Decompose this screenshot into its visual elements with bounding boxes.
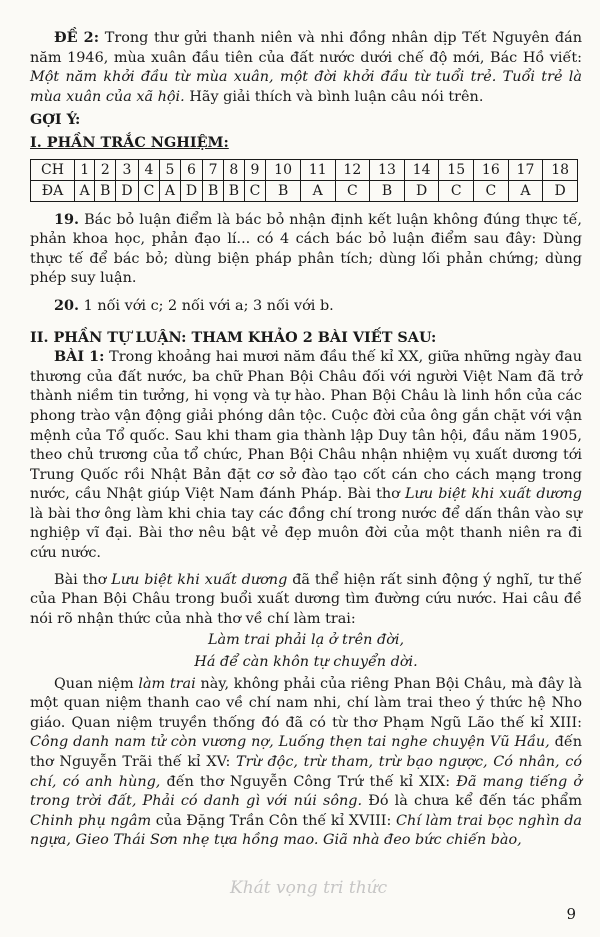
question-number-cell: 14 — [404, 159, 439, 180]
answer-cell: B — [370, 180, 405, 201]
question-number-cell: 13 — [370, 159, 405, 180]
question-number-cell: 17 — [508, 159, 543, 180]
question-number-cell: 16 — [474, 159, 509, 180]
answer-cell: C — [474, 180, 509, 201]
row-label-ch: CH — [31, 159, 75, 180]
question-number-cell: 10 — [266, 159, 301, 180]
answer-cell: B — [223, 180, 244, 201]
de2-label: ĐỀ 2: — [54, 29, 100, 46]
part1-title: I. PHẦN TRẮC NGHIỆM: — [30, 133, 229, 151]
question-20: 20. 1 nối với c; 2 nối với a; 3 nối với b. — [54, 296, 334, 314]
question-number-cell: 5 — [160, 159, 180, 180]
answer-cell: D — [404, 180, 439, 201]
question-number-cell: 8 — [223, 159, 244, 180]
answer-cell: B — [95, 180, 116, 201]
page-number: 9 — [566, 905, 576, 923]
bai1-paragraph: BÀI 1: Trong khoảng hai mươi năm đầu thế kỉ XX, giữa những ngày đau thương của đất nước, ba chữ Phan Bội Châu đối với người Việt Nam đã trở thành niềm tin tưởng, hi vọng và tự hào. Phan Bội Châu là linh hồn của các phong trào vận động giải phóng dân tộc. Cuộc đời của ông gắn chặt với vận mệnh của Tổ quốc. Sau khi tham gia thành lập Duy tân hội, đầu năm 1905, theo chủ trương của tổ chức, Phan Bội Châu nhận nhiệm vụ xuất dương tới Trung Quốc rồi Nhật Bản đặt cơ sở đào tạo cốt cán cho cách mạng trong nước, cầu Nhật giúp Việt Nam đánh Pháp. Bài thơ Lưu biệt khi xuất dương là bài thơ ông làm khi chia tay các đồng chí trong nước để dấn thân vào sự nghiệp vĩ đại. Bài thơ nêu bật vẻ đẹp muôn đời của một thanh niên ra đi cứu nước. — [30, 348, 582, 562]
answer-cell: C — [335, 180, 370, 201]
answer-cell: B — [203, 180, 224, 201]
question-number-cell: 9 — [244, 159, 266, 180]
question-number-cell: 4 — [138, 159, 160, 180]
answer-cell: A — [300, 180, 335, 201]
verse-line-1: Làm trai phải lạ ở trên đời, — [207, 632, 405, 649]
watermark: Khát vọng tri thức — [230, 878, 388, 898]
answer-cell: B — [266, 180, 301, 201]
question-number-cell: 1 — [74, 159, 94, 180]
answer-cell: D — [116, 180, 139, 201]
de2-paragraph: ĐỀ 2: Trong thư gửi thanh niên và nhi đồng nhân dịp Tết Nguyên đán năm 1946, mùa xuân đầu tiên của đất nước dưới chế độ mới, Bác Hồ viết: Một năm khởi đầu từ mùa xuân, một đời khởi đầu từ tuổi trẻ. Tuổi trẻ là mùa xuân của xã hội. Hãy giải thích và bình luận câu nói trên. — [30, 29, 582, 105]
page-content — [30, 28, 582, 851]
question-number-cell: 15 — [439, 159, 474, 180]
answer-table — [30, 159, 578, 202]
answer-cell: C — [439, 180, 474, 201]
answer-cell: A — [74, 180, 94, 201]
question-number-cell: 12 — [335, 159, 370, 180]
row-label-da: ĐA — [31, 180, 75, 201]
question-number-cell: 18 — [543, 159, 578, 180]
question-number-cell: 7 — [203, 159, 224, 180]
question-19: 19. Bác bỏ luận điểm là bác bỏ nhận định kết luận không đúng thực tế, phản khoa học, phản đạo lí... có 4 cách bác bỏ luận điểm sau đây: Dùng thực tế để bác bỏ; dùng biện pháp phân tích; dùng lối phản chứng; dùng phép suy luận. — [30, 210, 582, 287]
question-number-cell: 2 — [95, 159, 116, 180]
answer-cell: D — [180, 180, 203, 201]
answer-cell: A — [160, 180, 180, 201]
verse-line-2: Há để càn khôn tự chuyển dời. — [194, 654, 418, 671]
bai1-label: BÀI 1: — [54, 348, 105, 366]
question-number-cell: 3 — [116, 159, 139, 180]
answer-cell: C — [138, 180, 160, 201]
answer-cell: D — [543, 180, 578, 201]
bac-ho-quote: Một năm khởi đầu từ mùa xuân, một đời khởi đầu từ tuổi trẻ. Tuổi trẻ là mùa xuân của xã hội. — [30, 69, 582, 105]
question-number-cell: 11 — [300, 159, 335, 180]
answer-cell: C — [244, 180, 266, 201]
paragraph-3: Quan niệm làm trai này, không phải của riêng Phan Bội Châu, mà đây là một quan niệm thanh cao về chí nam nhi, chí làm trai theo ý thức hệ Nho giáo. Quan niệm truyền thống đó đã có từ thơ Phạm Ngũ Lão thế kỉ XIII: Công danh nam tử còn vương nợ, Luống thẹn tai nghe chuyện Vũ Hầu, đến thơ Nguyễn Trãi thế kỉ XV: Trừ độc, trừ tham, trừ bạo ngược, Có nhân, có chí, có anh hùng, đến thơ Nguyễn Công Trứ thế kỉ XIX: Đã mang tiếng ở trong trời đất, Phải có danh gì với núi sông. Đó là chưa kể đến tác phẩm Chinh phụ ngâm của Đặng Trần Côn thế kỉ XVIII: Chí làm trai bọc nghìn da ngựa, Gieo Thái Sơn nhẹ tựa hồng mao. Giã nhà đeo bức chiến bào, — [30, 675, 582, 849]
goi-y-heading: GỢI Ý: — [30, 111, 81, 129]
part2-title: II. PHẦN TỰ LUẬN: THAM KHẢO 2 BÀI VIẾT SAU: — [30, 328, 437, 346]
question-number-cell: 6 — [180, 159, 203, 180]
paragraph-2: Bài thơ Lưu biệt khi xuất dương đã thể hiện rất sinh động ý nghĩ, tư thế của Phan Bội Châu trong buổi xuất dương tìm đường cứu nước. Hai câu đề nói rõ nhận thức của nhà thơ về chí làm trai: — [30, 571, 583, 627]
answer-cell: A — [508, 180, 543, 201]
